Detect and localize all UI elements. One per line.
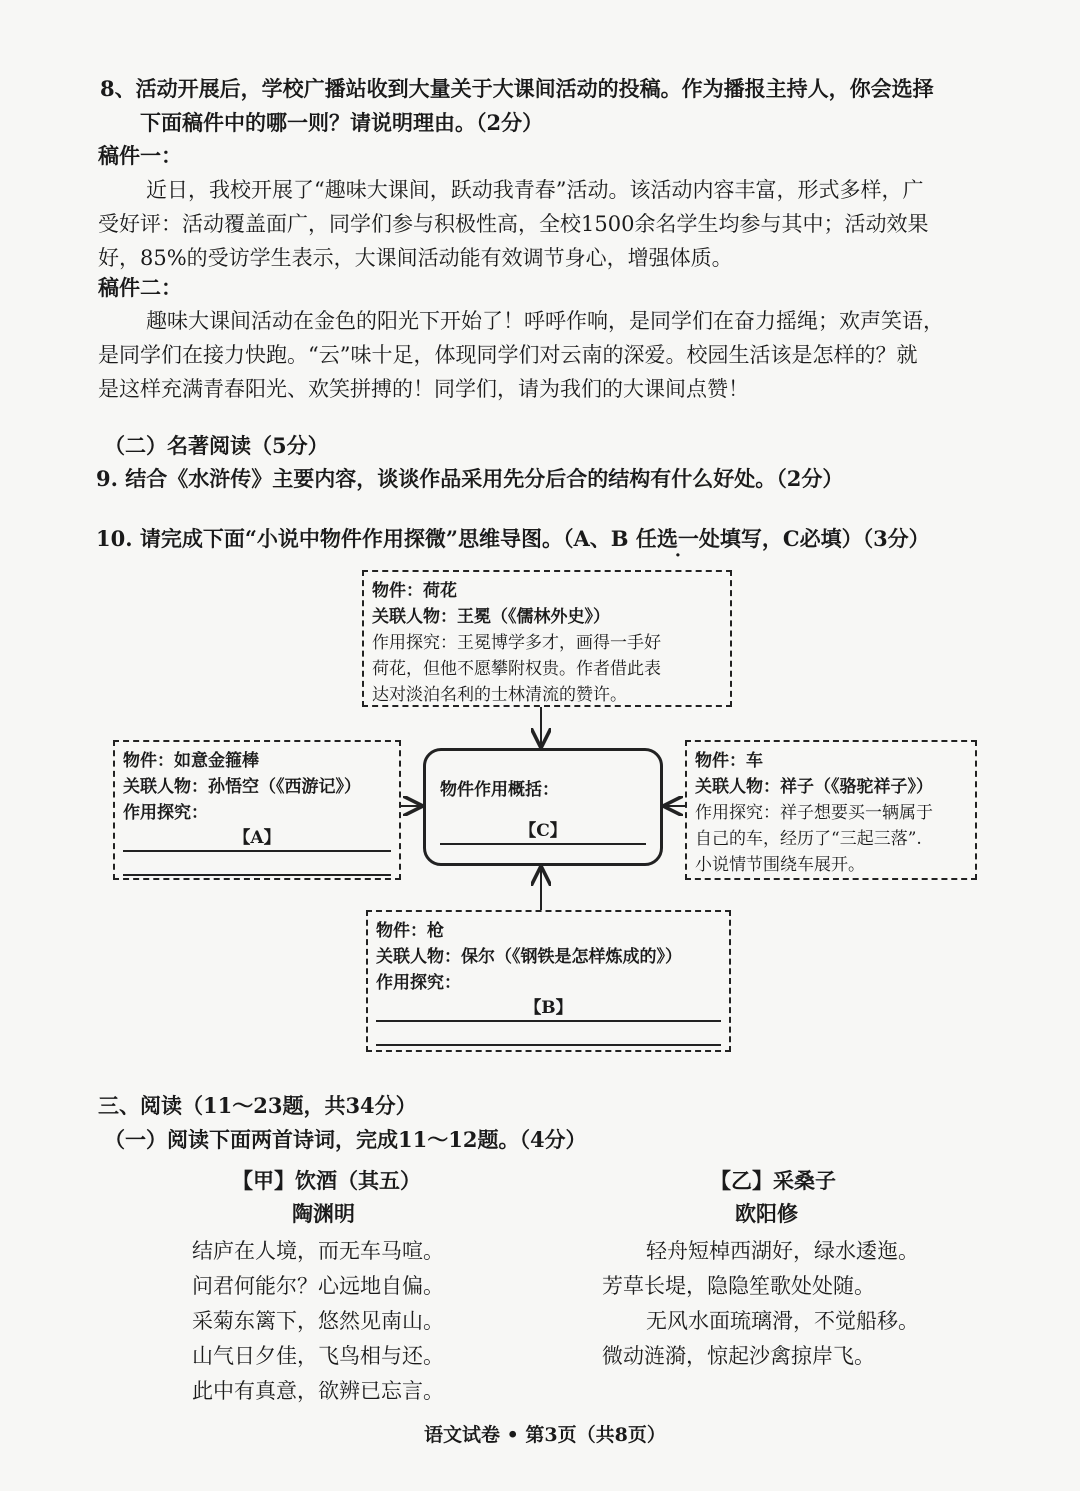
center-label: 物件作用概括： [440,780,559,800]
right-item: 物件：车 [695,751,763,771]
blank-b-line-2[interactable] [376,1022,721,1046]
poem2-author: 欧阳修 [735,1201,798,1226]
top-item: 物件：荷花 [372,581,457,601]
blank-c[interactable]: 【C】 [440,819,646,845]
top-explore-2: 荷花，但他不愿攀附权贵。作者借此表 [372,659,661,679]
poem2-line-1: 轻舟短棹西湖好，绿水逶迤。 [646,1239,919,1263]
mindmap-center-box [423,748,663,866]
page-footer: 语文试卷 • 第3页（共8页） [424,1424,666,1446]
top-explore-1: 作用探究：王冕博学多才，画得一手好 [372,633,661,653]
left-item: 物件：如意金箍棒 [123,751,259,771]
q10-text-before: 10. 请完成下面“小说中物件作用探微”思维导图。（A、B [96,526,636,551]
poem1-title: 【甲】饮酒（其五） [232,1168,421,1193]
draft2-title: 稿件二： [98,275,182,300]
blank-a-line-2[interactable] [123,852,391,876]
poem2-line-4: 微动涟漪，惊起沙禽掠岸飞。 [602,1344,875,1368]
bottom-item: 物件：枪 [376,921,444,941]
poem1-body [192,1234,444,1409]
q10-emphasis: 任选一处 [635,526,720,551]
poem2-line-3: 无风水面琉璃滑，不觉船移。 [646,1309,919,1333]
mindmap-bottom-box [366,910,731,1052]
top-explore-3: 达对淡泊名利的士林清流的赞许。 [372,685,627,705]
top-person: 关联人物：王冕（《儒林外史》） [372,607,610,627]
q10-text-after: 填写，C必填）（3分） [719,526,930,551]
draft2-line-1: 趣味大课间活动在金色的阳光下开始了！呼呼作响，是同学们在奋力摇绳；欢声笑语， [146,309,944,333]
poem1-line-3: 采菊东篱下，悠然见南山。 [192,1309,444,1333]
q9: 9. 结合《水浒传》主要内容，谈谈作品采用先分后合的结构有什么好处。（2分） [96,466,844,491]
draft1-line-2: 受好评：活动覆盖面广，同学们参与积极性高，全校1500余名学生均参与其中；活动效果 [98,212,929,236]
poem2-body [602,1234,919,1374]
mindmap-left-box [113,740,401,880]
poem1-line-1: 结庐在人境，而无车马喧。 [192,1239,444,1263]
right-person: 关联人物：祥子（《骆驼祥子》） [695,777,933,797]
poem1-line-5: 此中有真意，欲辨已忘言。 [192,1379,444,1403]
poem2-title: 【乙】采桑子 [710,1168,836,1193]
bottom-person: 关联人物：保尔（《钢铁是怎样炼成的》） [376,947,682,967]
poem2-line-2: 芳草长堤，隐隐笙歌处处随。 [602,1274,875,1298]
poem1-line-4: 山气日夕佳，飞鸟相与还。 [192,1344,444,1368]
bottom-explore: 作用探究： [376,973,461,993]
draft1-line-1: 近日，我校开展了“趣味大课间，跃动我青春”活动。该活动内容丰富，形式多样，广 [146,178,924,202]
mindmap-top-box [362,570,732,707]
draft1-line-3: 好，85%的受访学生表示，大课间活动能有效调节身心，增强体质。 [98,246,733,270]
blank-a[interactable]: 【A】 [123,826,391,852]
q8-line-1: 8、活动开展后，学校广播站收到大量关于大课间活动的投稿。作为播报主持人，你会选择 [100,76,934,101]
poem1-line-2: 问君何能尔？心远地自偏。 [192,1274,444,1298]
q8-line-2: 下面稿件中的哪一则？请说明理由。（2分） [140,110,544,135]
mindmap-right-box [685,740,977,880]
left-explore: 作用探究： [123,803,208,823]
draft1-title: 稿件一： [98,143,182,168]
draft2-line-2: 是同学们在接力快跑。“云”味十足，体现同学们对云南的深爱。校园生活该是怎样的？就 [98,343,918,367]
left-person: 关联人物：孙悟空（《西游记》） [123,777,361,797]
draft2-line-3: 是这样充满青春阳光、欢笑拼搏的！同学们，请为我们的大课间点赞！ [98,377,749,401]
right-explore-3: 小说情节围绕车展开。 [695,855,865,875]
section3-heading: 三、阅读（11～23题，共34分） [98,1093,417,1118]
right-explore-2: 自己的车，经历了“三起三落”. [695,829,922,849]
section3-sub: （一）阅读下面两首诗词，完成11～12题。（4分） [104,1127,587,1152]
poem1-author: 陶渊明 [292,1201,355,1226]
right-explore-1: 作用探究：祥子想要买一辆属于 [695,803,933,823]
blank-b[interactable]: 【B】 [376,996,721,1022]
section2-heading: （二）名著阅读（5分） [104,433,329,458]
